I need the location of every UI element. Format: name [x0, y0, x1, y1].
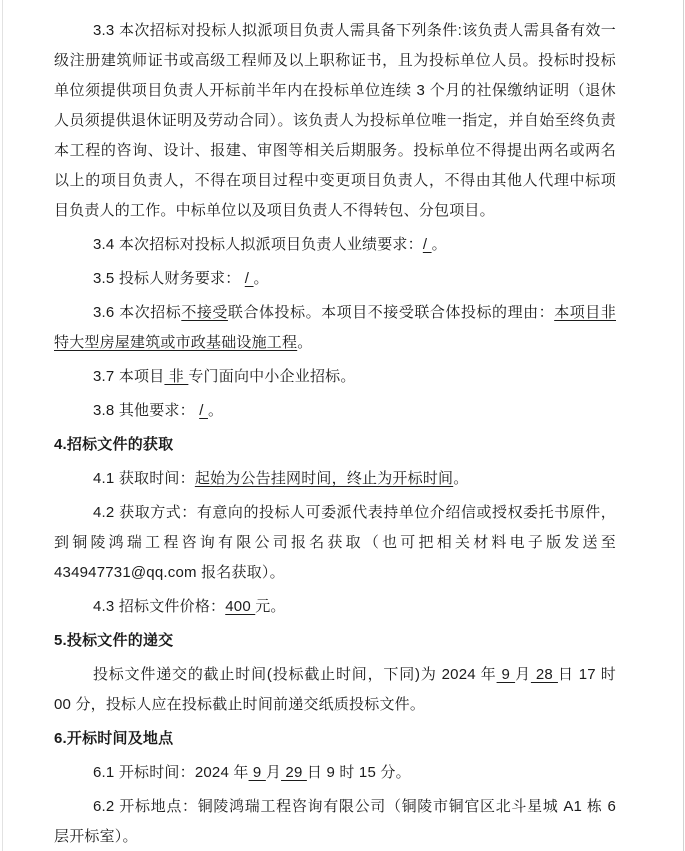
text-segment: 。 — [253, 270, 269, 287]
text-segment: 。 — [431, 236, 447, 253]
text-segment: 3.8 其他要求： — [93, 402, 200, 419]
text-segment: 联合体投标。本项目不接受联合体投标的理由： — [227, 304, 555, 321]
text-segment: 。 — [453, 470, 469, 487]
underlined-text: 本项目非特大型房屋建筑或市政基础设施工程 — [54, 304, 616, 351]
page-right-edge-line — [683, 0, 684, 851]
underlined-text: 29 — [281, 764, 307, 781]
text-segment: 3.5 投标人财务要求： — [93, 270, 245, 287]
paragraph — [54, 298, 616, 358]
text-segment: 6.开标时间及地点 — [54, 730, 174, 747]
text-segment: 投标文件递交的截止时间(投标截止时间，下同)为 2024 年 — [93, 666, 497, 683]
text-segment: 5.投标文件的递交 — [54, 632, 174, 649]
paragraph — [54, 660, 616, 720]
paragraph — [54, 362, 616, 392]
text-segment: 专门面向中小企业招标。 — [188, 368, 356, 385]
text-segment: 4.1 获取时间： — [93, 470, 195, 487]
text-segment: 3.3 本次招标对投标人拟派项目负责人需具备下列条件:该负责人需具备有效一级注册建筑师证书或高级工程师及以上职称证书，且为投标单位人员。投标时投标单位须提供项目负责人开标前半年内在投标单位连续 3 个月的社保缴纳证明（退休人员须提供退休证明及劳动合同）。该负责人为投标单位唯一指定，并自始至终负责本工程的咨询、设计、报建、审图等相关后期服务。投标单位不得提出两名或两名以上的项目负责人，不得在项目过程中变更项目负责人，不得由其他人代理中标项目负责人的工作。中标单位以及项目负责人不得转包、分包项目。 — [54, 22, 616, 219]
text-segment: 6.2 开标地点：铜陵鸿瑞工程咨询有限公司（铜陵市铜官区北斗星城 A1 栋 6 层开标室）。 — [54, 798, 616, 845]
text-segment: 4.招标文件的获取 — [54, 436, 174, 453]
paragraph — [54, 264, 616, 294]
paragraph — [54, 758, 616, 788]
text-segment: 日 17 时 00 分，投标人应在投标截止时间前递交纸质投标文件。 — [54, 666, 616, 713]
text-segment: 。 — [207, 402, 224, 419]
text-segment: 。 — [297, 334, 313, 351]
paragraph — [54, 230, 616, 260]
paragraph — [54, 16, 616, 226]
underlined-text: 9 — [496, 666, 516, 683]
text-segment: 3.4 本次招标对投标人拟派项目负责人业绩要求： — [93, 236, 423, 253]
underlined-text: 28 — [530, 666, 558, 683]
text-segment: 6.1 开标时间：2024 年 — [93, 764, 249, 781]
underlined-text: 非 — [164, 368, 189, 385]
section-heading — [54, 724, 616, 754]
text-segment: 月 — [515, 666, 531, 683]
underlined-text: 400 — [225, 598, 256, 615]
underlined-text: 起始为公告挂网时间，终止为开标时间 — [194, 470, 454, 487]
underlined-text: / — [422, 236, 432, 253]
text-segment: 元。 — [255, 598, 286, 615]
underlined-text: 9 — [248, 764, 266, 781]
underlined-text: / — [244, 270, 254, 287]
section-heading — [54, 626, 616, 656]
paragraph — [54, 792, 616, 851]
text-segment: 日 9 时 15 分。 — [306, 764, 411, 781]
text-segment: 3.7 本项目 — [93, 368, 165, 385]
section-heading — [54, 430, 616, 460]
text-segment: 3.6 本次招标 — [93, 304, 182, 321]
paragraph — [54, 592, 616, 622]
text-segment: 4.2 获取方式：有意向的投标人可委派代表持单位介绍信或授权委托书原件，到铜陵鸿瑞工程咨询有限公司报名获取（也可把相关材料电子版发送至 434947731@qq.com 报名获取）。 — [54, 504, 616, 581]
underlined-text: / — [199, 402, 208, 419]
paragraph — [54, 498, 616, 588]
page-left-edge-line — [2, 0, 3, 851]
paragraph — [54, 464, 616, 494]
paragraph — [54, 396, 616, 426]
text-segment: 月 — [265, 764, 282, 781]
text-segment: 4.3 招标文件价格： — [93, 598, 226, 615]
underlined-text: 不接受 — [181, 304, 228, 321]
